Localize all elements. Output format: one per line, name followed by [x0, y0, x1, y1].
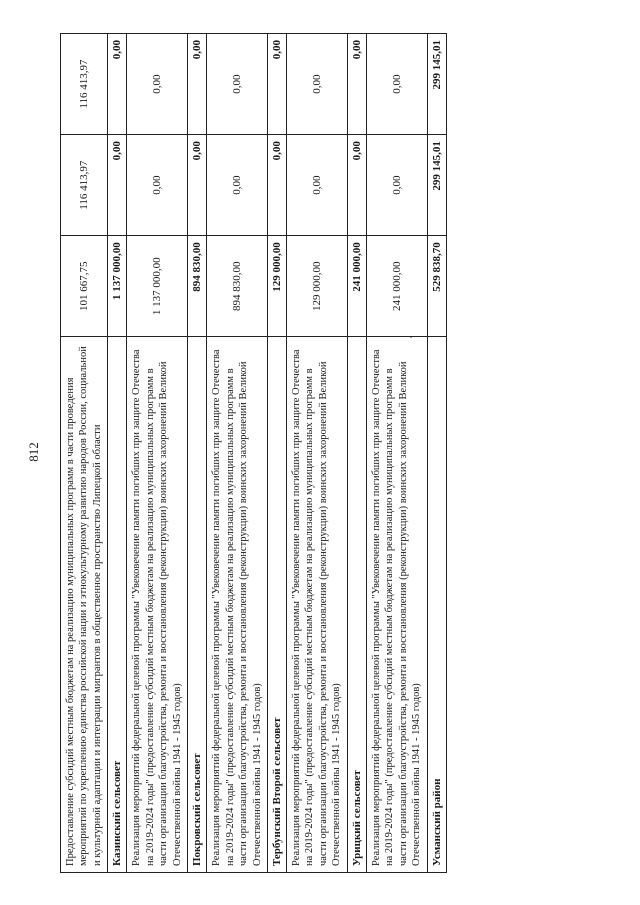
amount-cell-3: 299 145,01	[427, 33, 446, 134]
table-row	[61, 33, 108, 872]
budget-table-body	[61, 33, 447, 872]
amount-cell-3: 0,00	[188, 33, 207, 134]
row-name-cell: Предоставление субсидий местным бюджетам на реализацию муниципальных программ в части проведения мероприятий по укреплению единства российской нации и этнокультурному развитию народов России, социальной и культурной адаптации и интеграции мигрантов в общественное пространство Липецкой области	[61, 336, 108, 872]
amount-cell-1: 241 000,00	[347, 235, 366, 336]
table-row	[127, 33, 188, 872]
amount-cell-2: 0,00	[287, 134, 348, 235]
amount-cell-1: 129 000,00	[287, 235, 348, 336]
rotated-page-content	[60, 33, 580, 873]
subtotal-row	[427, 33, 446, 872]
amount-cell-2: 299 145,01	[427, 134, 446, 235]
page-number: 812	[26, 442, 41, 462]
amount-cell-1: 241 000,00	[366, 235, 427, 336]
row-name-cell: Реализация мероприятий федеральной целевой программы "Увековечение памяти погибших при защите Отечества на 2019-2024 годы" (предоставление субсидий местным бюджетам на реализацию муниципальных программ в части организации благоустройства, ремонта и восстановления (реконструкции) воинских захоронений Великой Отечественной войны 1941 - 1945 годов)	[287, 336, 348, 872]
row-name-cell: Урицкий сельсовет	[347, 336, 366, 872]
row-name-cell: Реализация мероприятий федеральной целевой программы "Увековечение памяти погибших при защите Отечества на 2019-2024 годы" (предоставление субсидий местным бюджетам на реализацию муниципальных программ в части организации благоустройства, ремонта и восстановления (реконструкции) воинских захоронений Великой Отечественной войны 1941 - 1945 годов)	[127, 336, 188, 872]
table-row	[366, 33, 427, 872]
amount-cell-3: 0,00	[347, 33, 366, 134]
row-name-cell: Реализация мероприятий федеральной целевой программы "Увековечение памяти погибших при защите Отечества на 2019-2024 годы" (предоставление субсидий местным бюджетам на реализацию муниципальных программ в части организации благоустройства, ремонта и восстановления (реконструкции) воинских захоронений Великой Отечественной войны 1941 - 1945 годов)	[207, 336, 268, 872]
row-name-cell: Тербунский Второй сельсовет	[267, 336, 286, 872]
subtotal-row	[347, 33, 366, 872]
amount-cell-1: 1 137 000,00	[108, 235, 127, 336]
amount-cell-1: 1 137 000,00	[127, 235, 188, 336]
row-name-cell: Усманский район	[427, 336, 446, 872]
amount-cell-1: 529 838,70	[427, 235, 446, 336]
amount-cell-3: 0,00	[366, 33, 427, 134]
amount-cell-2: 0,00	[207, 134, 268, 235]
budget-table	[60, 33, 447, 873]
amount-cell-2: 0,00	[127, 134, 188, 235]
amount-cell-3: 0,00	[267, 33, 286, 134]
amount-cell-1: 129 000,00	[267, 235, 286, 336]
amount-cell-3: 0,00	[287, 33, 348, 134]
amount-cell-1: 894 830,00	[188, 235, 207, 336]
subtotal-row	[267, 33, 286, 872]
amount-cell-2: 116 413,97	[61, 134, 108, 235]
amount-cell-2: 0,00	[108, 134, 127, 235]
amount-cell-2: 0,00	[188, 134, 207, 235]
row-name-cell: Покровский сельсовет	[188, 336, 207, 872]
amount-cell-3: 0,00	[207, 33, 268, 134]
amount-cell-3: 0,00	[108, 33, 127, 134]
amount-cell-1: 894 830,00	[207, 235, 268, 336]
amount-cell-2: 0,00	[267, 134, 286, 235]
subtotal-row	[188, 33, 207, 872]
amount-cell-3: 116 413,97	[61, 33, 108, 134]
subtotal-row	[108, 33, 127, 872]
amount-cell-3: 0,00	[127, 33, 188, 134]
row-name-cell: Казинский сельсовет	[108, 336, 127, 872]
row-name-cell: Реализация мероприятий федеральной целевой программы "Увековечение памяти погибших при защите Отечества на 2019-2024 годы" (предоставление субсидий местным бюджетам на реализацию муниципальных программ в части организации благоустройства, ремонта и восстановления (реконструкции) воинских захоронений Великой Отечественной войны 1941 - 1945 годов)	[366, 336, 427, 872]
table-row	[287, 33, 348, 872]
amount-cell-2: 0,00	[347, 134, 366, 235]
amount-cell-2: 0,00	[366, 134, 427, 235]
amount-cell-1: 101 667,75	[61, 235, 108, 336]
table-row	[207, 33, 268, 872]
